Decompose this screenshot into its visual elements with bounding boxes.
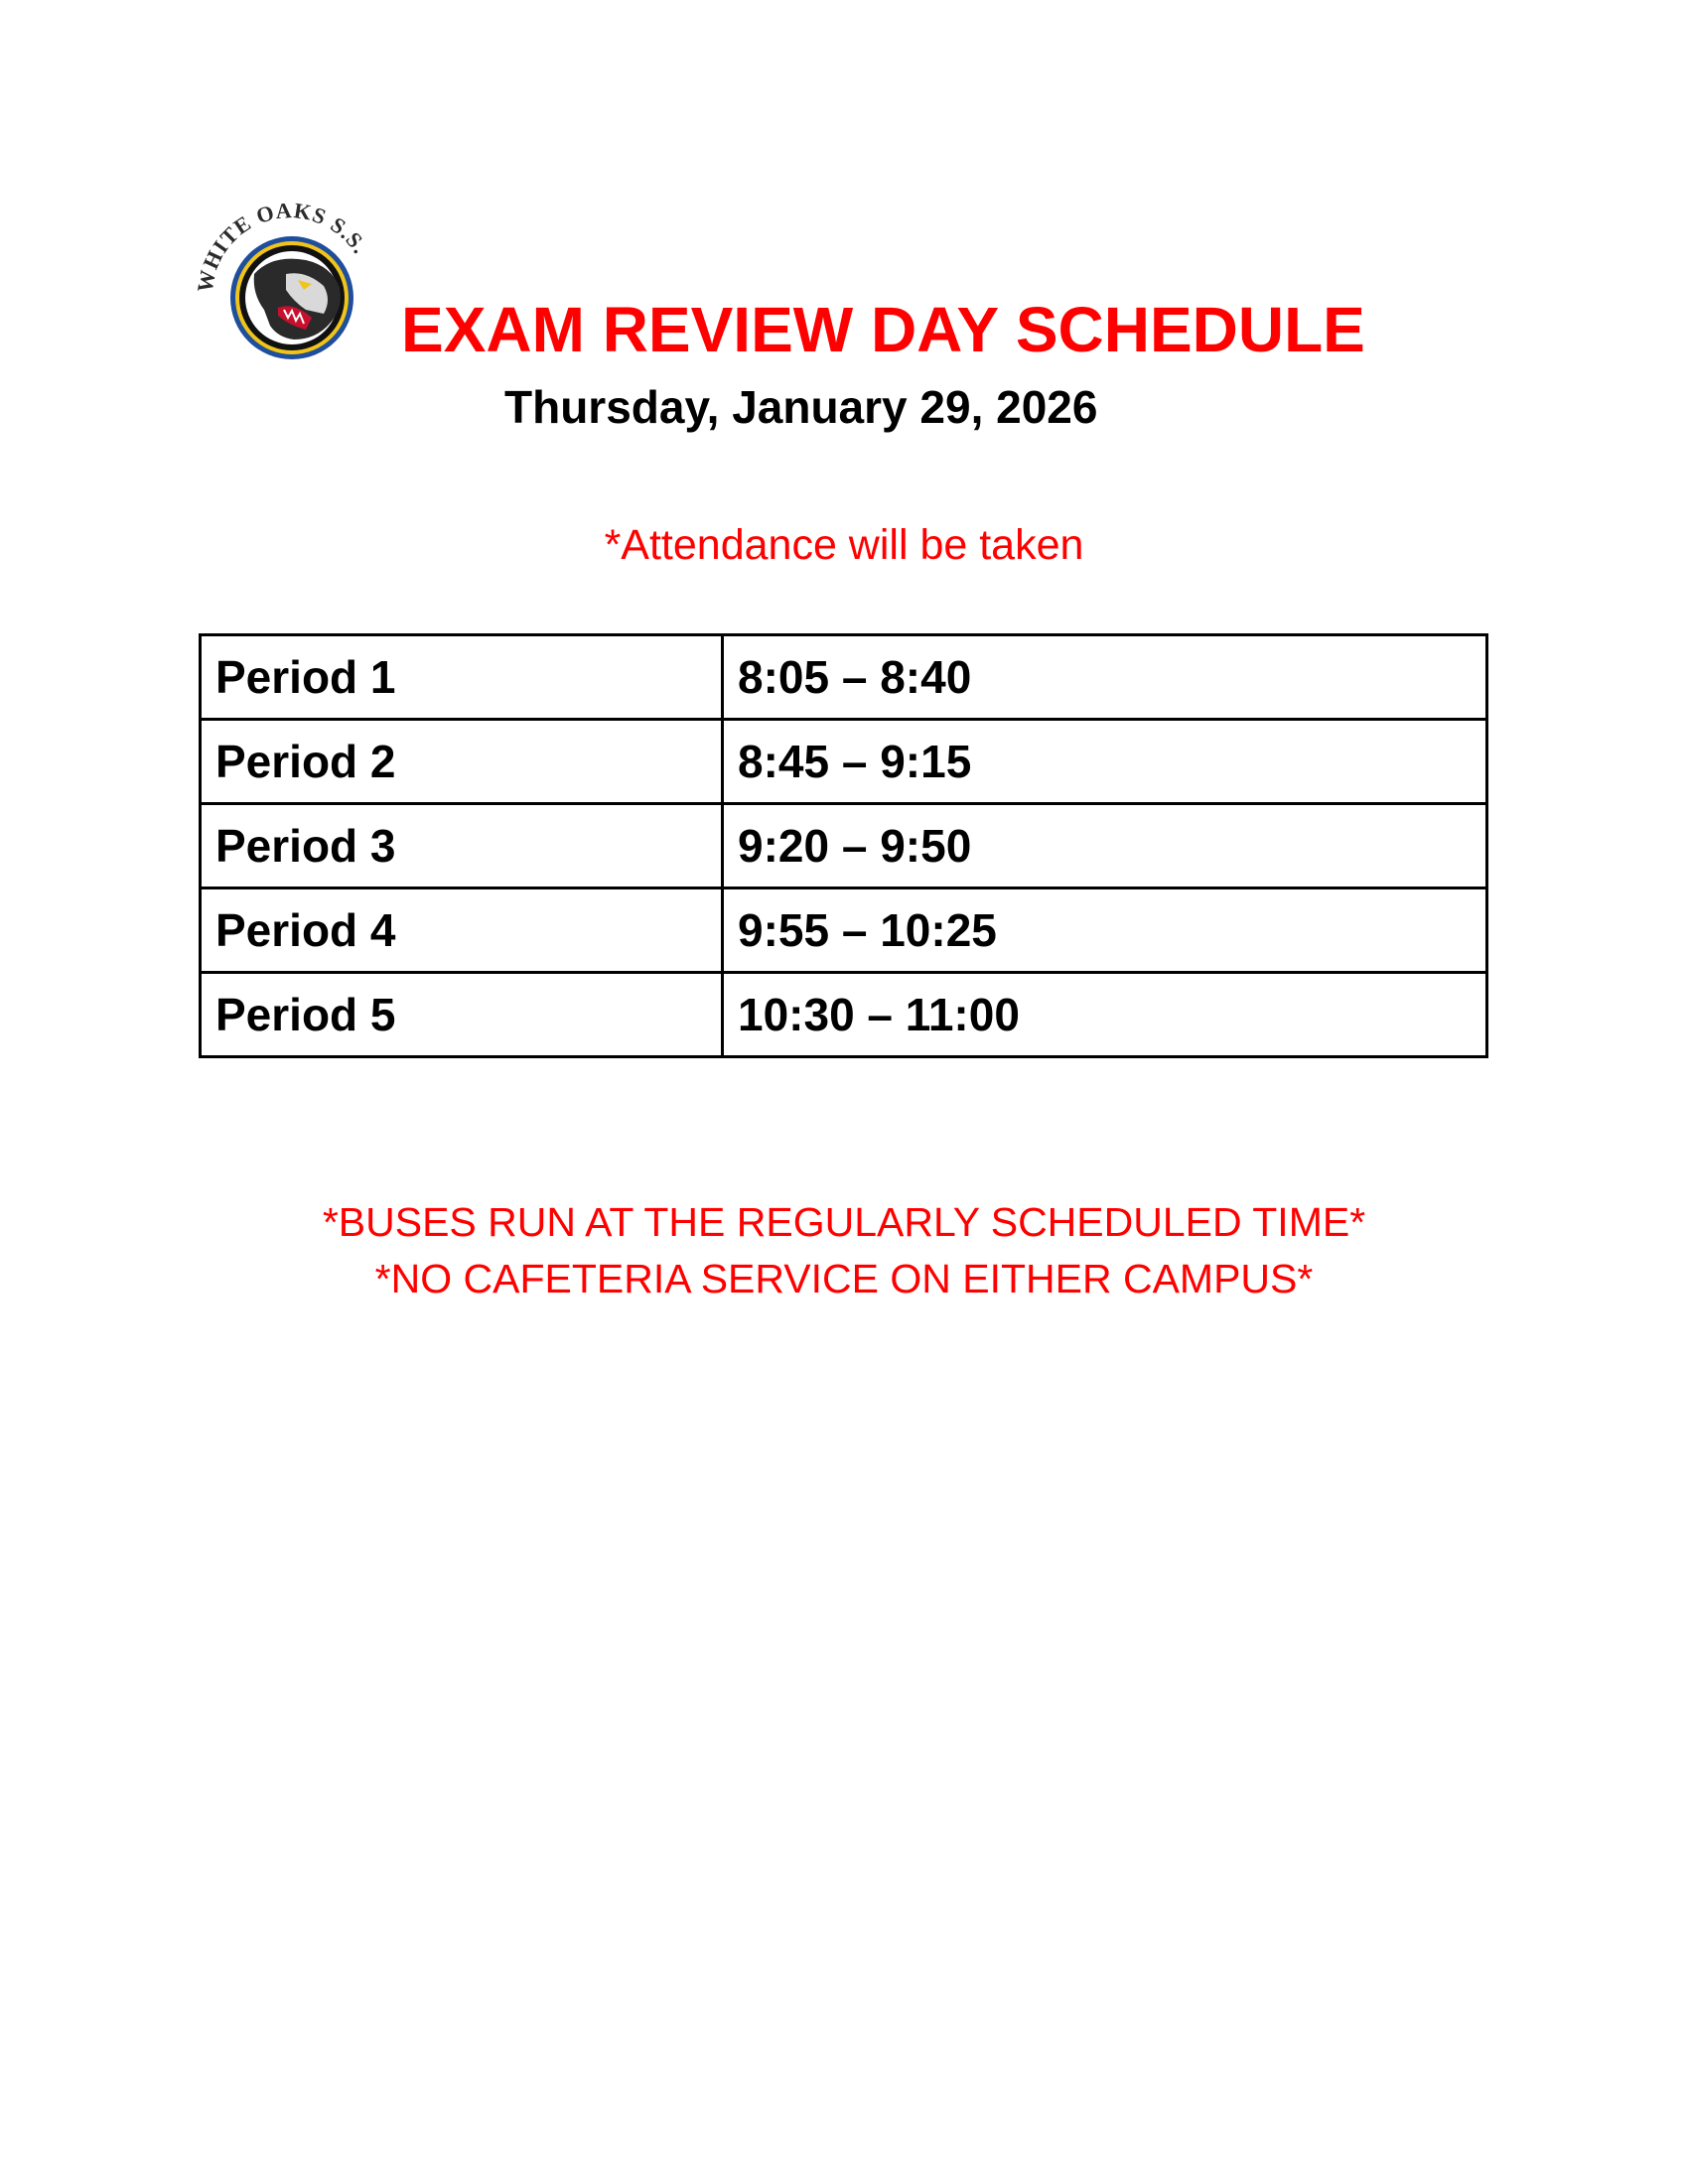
table-row xyxy=(201,973,1487,1057)
time-cell: 10:30 – 11:00 xyxy=(723,973,1487,1057)
notes-block xyxy=(0,1194,1688,1307)
page-title: EXAM REVIEW DAY SCHEDULE xyxy=(401,294,1365,365)
table-row xyxy=(201,888,1487,973)
attendance-note: *Attendance will be taken xyxy=(604,521,1084,569)
time-cell: 8:05 – 8:40 xyxy=(723,635,1487,720)
table-row xyxy=(201,635,1487,720)
period-cell: Period 2 xyxy=(201,720,723,804)
table-row xyxy=(201,804,1487,888)
svg-text:WHITE OAKS S.S.: WHITE OAKS S.S. xyxy=(195,198,373,295)
time-cell: 8:45 – 9:15 xyxy=(723,720,1487,804)
schedule-table xyxy=(199,633,1488,1058)
period-cell: Period 1 xyxy=(201,635,723,720)
time-cell: 9:55 – 10:25 xyxy=(723,888,1487,973)
time-cell: 9:20 – 9:50 xyxy=(723,804,1487,888)
cafeteria-note: *NO CAFETERIA SERVICE ON EITHER CAMPUS* xyxy=(374,1256,1314,1301)
event-date: Thursday, January 29, 2026 xyxy=(504,381,1098,433)
period-cell: Period 3 xyxy=(201,804,723,888)
table-row xyxy=(201,720,1487,804)
period-cell: Period 4 xyxy=(201,888,723,973)
buses-note: *BUSES RUN AT THE REGULARLY SCHEDULED TIME* xyxy=(322,1199,1366,1245)
period-cell: Period 5 xyxy=(201,973,723,1057)
